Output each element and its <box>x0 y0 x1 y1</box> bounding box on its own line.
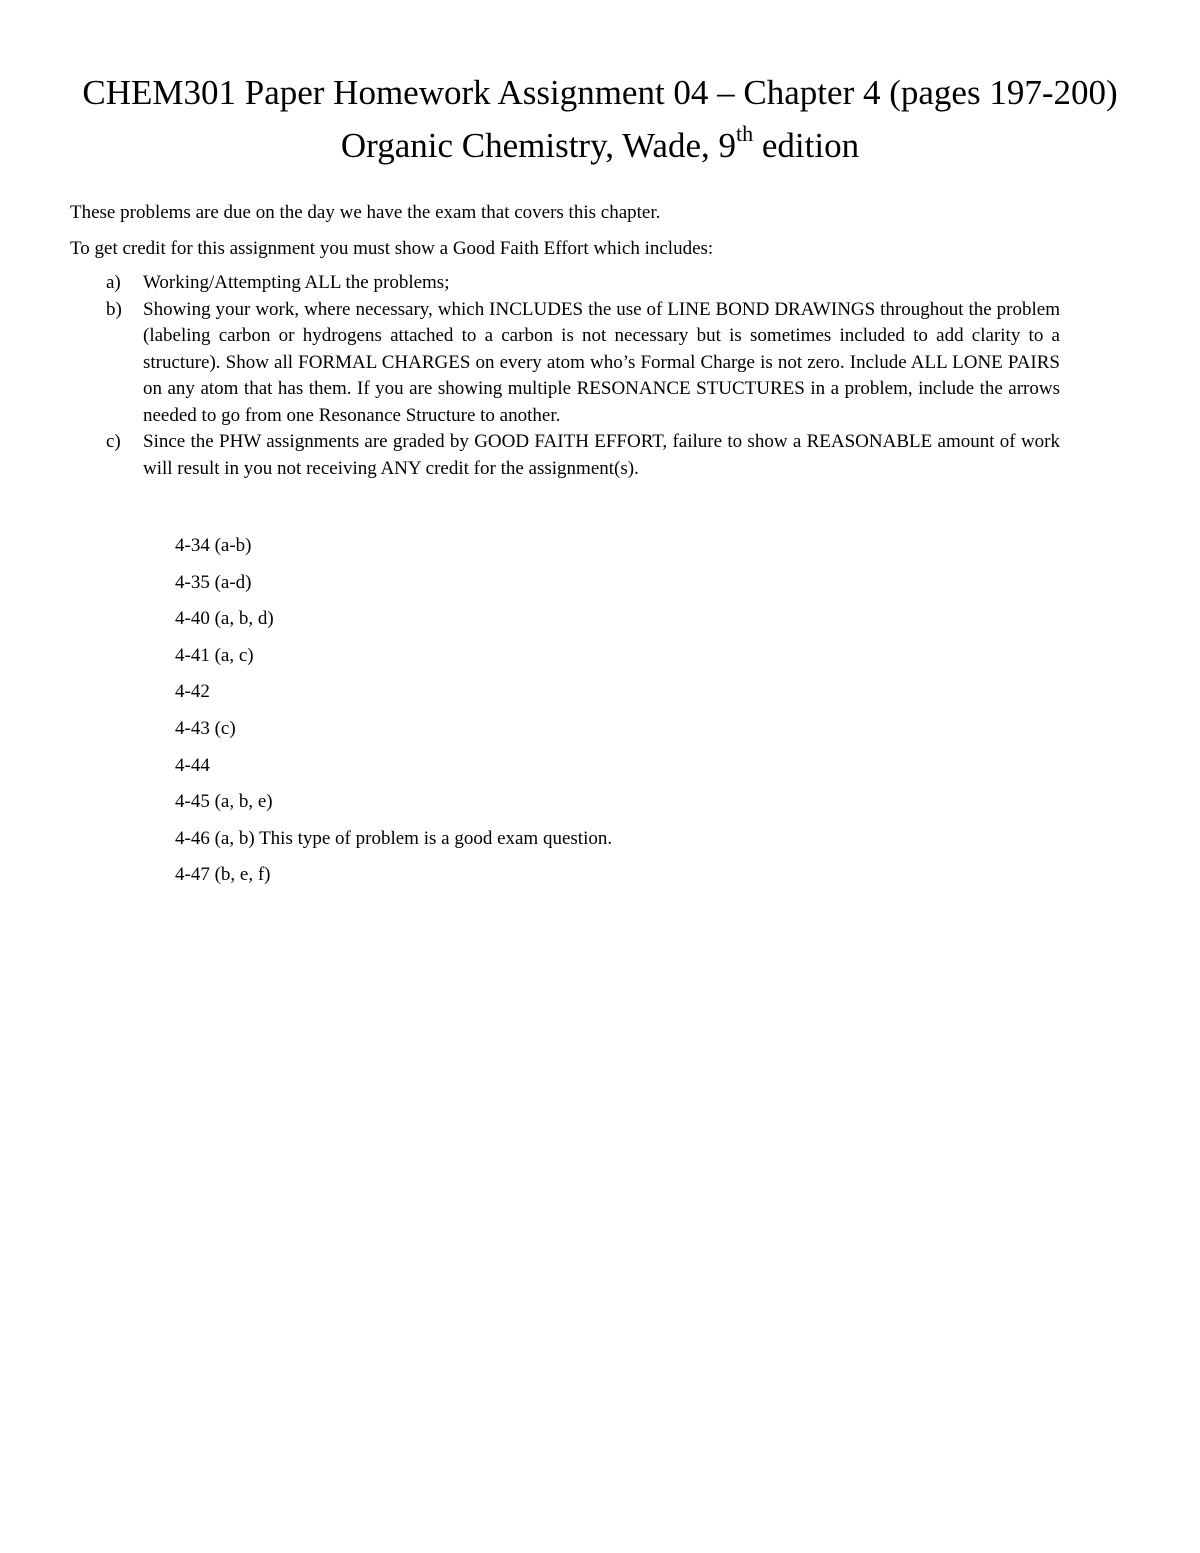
subtitle-suffix: edition <box>753 126 860 165</box>
requirement-text: Since the PHW assignments are graded by GOOD FAITH EFFORT, failure to show a REASONABLE amount of work will result in you not receiving ANY credit for the assignment(s). <box>143 431 1060 479</box>
problem-item: 4-45 (a, b, e) <box>175 791 273 813</box>
credit-requirements-intro: To get credit for this assignment you must show a Good Faith Effort which includes: <box>70 238 714 259</box>
subtitle-text: Organic Chemistry, Wade, 9 <box>340 126 736 165</box>
requirements-list <box>70 270 1060 482</box>
requirement-marker: a) <box>106 272 121 293</box>
edition-superscript: th <box>735 121 754 147</box>
requirement-item <box>70 429 1060 482</box>
problem-item: 4-41 (a, c) <box>175 644 254 666</box>
requirement-text: Showing your work, where necessary, which INCLUDES the use of LINE BOND DRAWINGS throughout the problem (labeling carbon or hydrogens attached to a carbon is not necessary but is sometimes included to add clarity to a structure). Show all FORMAL CHARGES on every atom who’s Formal Charge is not zero. Include ALL LONE PAIRS on any atom that has them. If you are showing multiple RESONANCE STUCTURES in a problem, include the arrows needed to go from one Resonance Structure to another. <box>143 298 1060 426</box>
requirement-marker: b) <box>106 298 122 320</box>
problem-item: 4-40 (a, b, d) <box>175 608 274 630</box>
requirement-item <box>70 297 1060 430</box>
document-subtitle <box>0 121 1200 166</box>
due-date-paragraph: These problems are due on the day we have the exam that covers this chapter. <box>70 202 661 223</box>
requirement-item <box>70 270 1060 297</box>
problem-item: 4-35 (a-d) <box>175 571 252 593</box>
document-title: CHEM301 Paper Homework Assignment 04 – Chapter 4 (pages 197-200) <box>82 73 1118 112</box>
problem-item: 4-46 (a, b) This type of problem is a good exam question. <box>175 827 613 849</box>
problem-item: 4-43 (c) <box>175 717 236 739</box>
problem-item: 4-42 <box>175 681 210 703</box>
problem-item: 4-34 (a-b) <box>175 535 252 556</box>
problem-item: 4-44 <box>175 754 210 776</box>
problem-item: 4-47 (b, e, f) <box>175 864 271 886</box>
requirement-marker: c) <box>106 431 121 452</box>
requirement-text: Working/Attempting ALL the problems; <box>143 272 450 293</box>
problem-list <box>175 533 612 899</box>
